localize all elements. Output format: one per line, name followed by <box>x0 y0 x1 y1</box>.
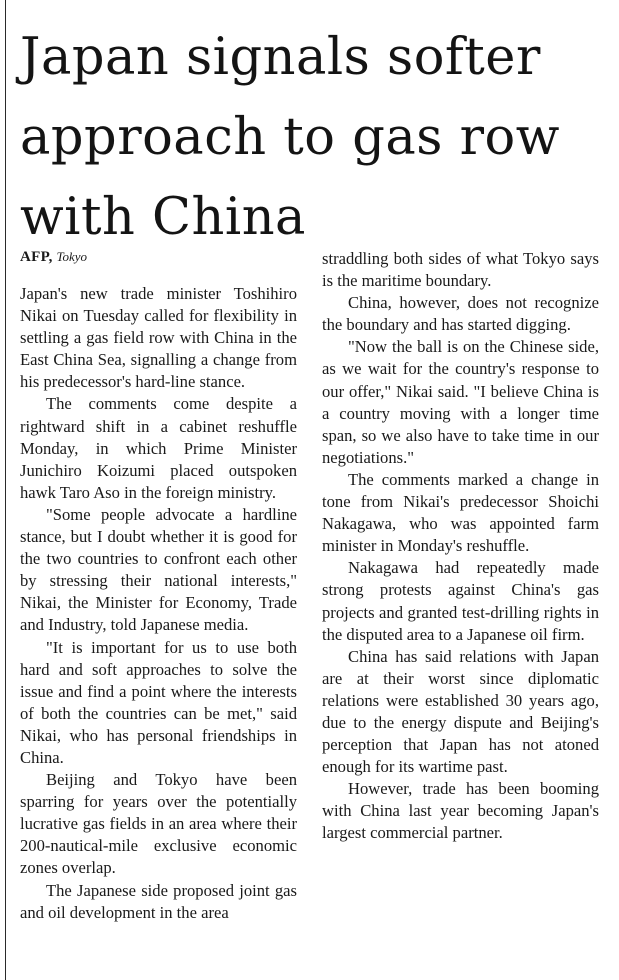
paragraph: China, however, does not recognize the boundary and has started digging. <box>322 293 599 335</box>
paragraph: China has said relations with Japan are at their worst since diplomatic relations were established 30 years ago, due to the energy dispute and Beijing's perception that Japan has not atoned enough for its wartime past. <box>322 646 599 777</box>
article-column-right <box>322 248 599 845</box>
paragraph: Japan's new trade minister Toshihiro Nikai on Tuesday called for flexibility in settling a gas field row with China in the East China Sea, signalling a change from his predecessor's hard-line stance. <box>20 284 297 392</box>
column-rule <box>5 0 6 980</box>
article-column-left <box>20 283 297 924</box>
paragraph: Nakagawa had repeatedly made strong protests against China's gas projects and granted test-drilling rights in the disputed area to a Japanese oil firm. <box>322 558 599 644</box>
paragraph: However, trade has been booming with China last year becoming Japan's largest commercial partner. <box>322 779 599 843</box>
paragraph: Beijing and Tokyo have been sparring for years over the potentially lucrative gas fields in an area where their 200-nautical-mile exclusive economic zones overlap. <box>20 770 297 878</box>
paragraph: "It is important for us to use both hard and soft approaches to solve the issue and find a point where the interests of both the countries can be met," said Nikai, who has personal friendships in China. <box>20 637 297 767</box>
byline-location: Tokyo <box>56 249 88 264</box>
byline <box>20 246 300 268</box>
byline-agency: AFP, <box>20 249 53 265</box>
headline: Japan signals softer approach to gas row with China <box>20 28 560 247</box>
paragraph: The comments marked a change in tone from Nikai's predecessor Shoichi Nakagawa, who was appointed farm minister in Monday's reshuffle. <box>322 469 599 556</box>
paragraph: straddling both sides of what Tokyo says is the maritime boundary. <box>322 249 599 291</box>
paragraph: The Japanese side proposed joint gas and oil development in the area <box>20 880 297 922</box>
paragraph: The comments come despite a rightward shift in a cabinet reshuffle Monday, in which Prime Minister Junichiro Koizumi placed outspoken hawk Taro Aso in the foreign ministry. <box>20 394 297 502</box>
paragraph: "Some people advocate a hardline stance, but I doubt whether it is good for the two countries to confront each other by stressing their national interests," Nikai, the Minister for Economy, Trade and Industry, told Japanese media. <box>20 504 297 635</box>
paragraph: "Now the ball is on the Chinese side, as we wait for the country's response to our offer," Nikai said. "I believe China is a country moving with a longer time span, so we also have to take time in our negotiations." <box>322 337 599 467</box>
